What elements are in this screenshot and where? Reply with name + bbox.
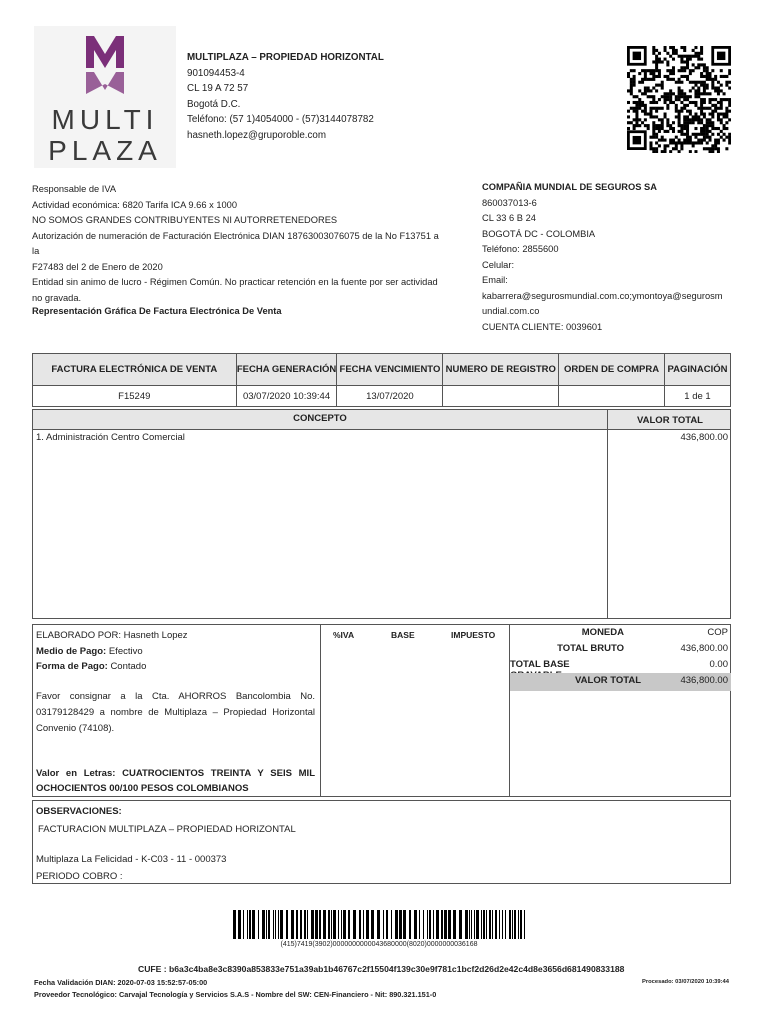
cufe: CUFE : b6a3c4ba8e3c8390a853833e751a39ab1b46767c2f15504f139c30e9f781c1bcf2d26d2e42c4d8e3656d681490833188 xyxy=(138,964,625,974)
col-header: FECHA VENCIMIENTO xyxy=(337,354,443,386)
payment-method xyxy=(36,646,143,657)
tax-header: IMPUESTO xyxy=(451,630,496,640)
observation-line: Multiplaza La Felicidad - K-C03 - 11 - 000373 xyxy=(36,854,227,865)
invoice-header-table xyxy=(32,353,731,407)
tax-line: Actividad económica: 6820 Tarifa ICA 9.66 x 1000 xyxy=(32,199,238,210)
amount-in-words: Valor en Letras: CUATROCIENTOS TREINTA Y SEIS MIL OCHOCIENTOS 00/100 PESOS COLOMBIANOS xyxy=(36,768,315,794)
tax-line: NO SOMOS GRANDES CONTRIBUYENTES NI AUTORRETENEDORES xyxy=(32,215,338,225)
grand-total-row xyxy=(510,673,731,691)
observation-line: PERIODO COBRO : xyxy=(36,871,123,882)
payment-method-label: Medio de Pago: xyxy=(36,646,107,657)
registry-number xyxy=(443,386,559,407)
tax-line: Responsable de IVA xyxy=(32,184,117,194)
client-name: COMPAÑIA MUNDIAL DE SEGUROS SA xyxy=(482,182,657,192)
tax-line: no gravada. xyxy=(32,292,82,303)
currency-label: MONEDA xyxy=(581,627,624,638)
concept-table xyxy=(32,409,731,619)
client-phone: Teléfono: 2855600 xyxy=(482,244,559,254)
purchase-order xyxy=(559,386,665,407)
col-header: NUMERO DE REGISTRO xyxy=(443,354,559,386)
payment-details xyxy=(32,624,731,797)
tax-line: F27483 del 2 de Enero de 2020 xyxy=(32,261,163,272)
issuer-email: hasneth.lopez@gruporoble.com xyxy=(187,129,327,141)
generation-date: 03/07/2020 10:39:44 xyxy=(236,386,337,407)
tax-line: Entidad sin animo de lucro - Régimen Común. No practicar retención en la fuente por ser actividad xyxy=(32,277,438,287)
col-header: PAGINACIÓN xyxy=(664,354,730,386)
barcode-text: (415)7419(3902)0000000000043680000(8020)0000000036168 xyxy=(280,941,478,948)
value-header: VALOR TOTAL xyxy=(637,415,703,426)
client-email: kabarrera@segurosmundial.com.co;ymontoya@segurosm xyxy=(482,290,723,301)
pagination: 1 de 1 xyxy=(664,386,730,407)
concept-item-value: 436,800.00 xyxy=(680,432,728,443)
processed-date: Procesado: 03/07/2020 10:39:44 xyxy=(642,979,730,985)
currency-row xyxy=(510,625,731,641)
bank-note: Favor consignar a la Cta. AHORROS Bancolombia No. 03179128429 a nombre de Multiplaza – Propiedad Horizontal Convenio (74108). xyxy=(36,691,315,734)
logo-word-2: PLAZA xyxy=(48,135,162,166)
divider xyxy=(607,410,608,618)
issuer-nit: 901094453-4 xyxy=(187,67,245,79)
client-account: CUENTA CLIENTE: 0039601 xyxy=(482,321,603,332)
payment-form-label: Forma de Pago: xyxy=(36,661,108,672)
concept-item: 1. Administración Centro Comercial xyxy=(36,432,185,443)
tax-info xyxy=(32,182,442,306)
elaborated-by: ELABORADO POR: Hasneth Lopez xyxy=(36,630,188,641)
dian-validation: Fecha Validación DIAN: 2020-07-03 15:52:57-05:00 xyxy=(34,978,208,987)
multiplaza-logo xyxy=(34,26,176,168)
tax-line: Autorización de numeración de Facturación Electrónica DIAN 18763003076075 de la No F13751 a la xyxy=(32,230,439,256)
client-cell: Celular: xyxy=(482,259,515,270)
representation-title: Representación Gráfica De Factura Electrónica De Venta xyxy=(32,306,282,316)
payment-form xyxy=(36,661,146,672)
observations-title: OBSERVACIONES: xyxy=(36,806,122,817)
client-address: CL 33 6 B 24 xyxy=(482,213,536,223)
col-header: FECHA GENERACIÓN xyxy=(236,354,337,386)
client-nit: 860037013-6 xyxy=(482,197,537,208)
client-city: BOGOTÁ DC - COLOMBIA xyxy=(482,228,596,239)
iva-header: %IVA xyxy=(333,630,355,640)
concept-header: CONCEPTO xyxy=(293,413,347,424)
base-label: TOTAL BASE xyxy=(510,659,570,670)
base-total-row xyxy=(510,657,731,673)
logo-word-1: MULTI xyxy=(51,104,159,135)
issuer-phone: Teléfono: (57 1)4054000 - (57)3144078782 xyxy=(187,114,374,125)
observations-box xyxy=(32,800,731,884)
invoice-number: F15249 xyxy=(33,386,237,407)
client-info xyxy=(482,180,722,335)
payment-form-value: Contado xyxy=(110,661,147,672)
col-header: FACTURA ELECTRÓNICA DE VENTA xyxy=(33,354,237,386)
issuer-info xyxy=(187,50,384,143)
barcode-icon xyxy=(233,910,525,939)
issuer-name: MULTIPLAZA – PROPIEDAD HORIZONTAL xyxy=(187,52,384,63)
base-value: 0.00 xyxy=(709,659,728,670)
issuer-address: CL 19 A 72 57 xyxy=(187,83,249,94)
total-label: VALOR TOTAL xyxy=(575,675,641,686)
due-date: 13/07/2020 xyxy=(337,386,443,407)
base-header: BASE xyxy=(391,630,415,640)
client-email-label: Email: xyxy=(482,275,508,285)
gross-value: 436,800.00 xyxy=(680,643,728,654)
client-email-cont: undial.com.co xyxy=(482,306,540,316)
gross-label: TOTAL BRUTO xyxy=(557,643,624,654)
total-value: 436,800.00 xyxy=(680,675,728,686)
observation-line: FACTURACION MULTIPLAZA – PROPIEDAD HORIZONTAL xyxy=(38,824,296,835)
tech-provider: Proveedor Tecnológico: Carvajal Tecnología y Servicios S.A.S - Nombre del SW: CEN-Financiero - Nit: 890.321.151-0 xyxy=(34,990,437,999)
currency-value: COP xyxy=(707,627,728,638)
divider xyxy=(320,625,321,796)
payment-method-value: Efectivo xyxy=(108,646,143,657)
issuer-city: Bogotá D.C. xyxy=(187,98,241,110)
col-header: ORDEN DE COMPRA xyxy=(559,354,665,386)
gross-total-row xyxy=(510,641,731,657)
qr-code-icon xyxy=(627,46,731,153)
